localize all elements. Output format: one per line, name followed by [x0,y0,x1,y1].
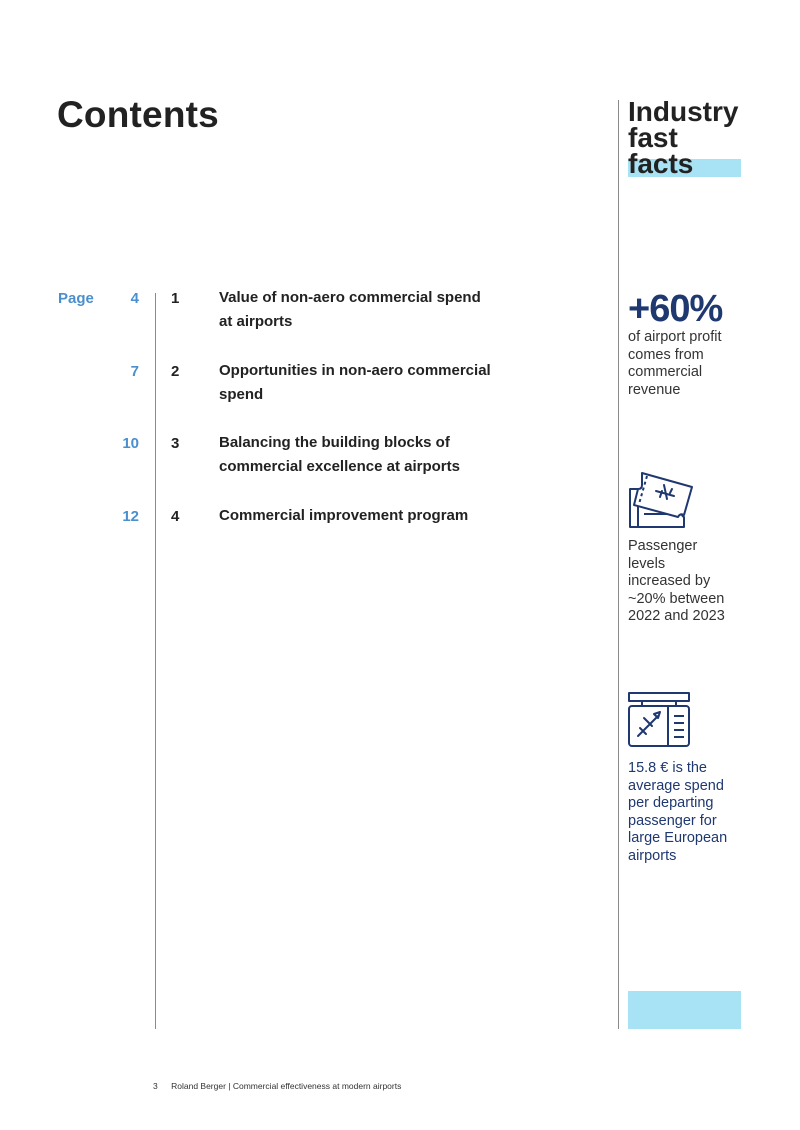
sidebar-divider [618,100,619,1029]
sidebar-title-line: Industry [628,96,739,127]
toc-title-line: commercial excellence at airports [219,458,460,475]
fact-line: revenue [628,381,681,398]
fact-line: 15.8 € is the [628,760,707,776]
toc-section-title[interactable] [219,504,519,528]
profit-stat: +60% [628,288,723,330]
fact-line: airports [628,847,677,864]
boarding-pass-icon [628,467,694,531]
toc-title-line: at airports [219,313,293,330]
fact-line: levels [628,555,666,572]
toc-divider [155,293,156,1029]
toc-page-number[interactable]: 12 [122,508,139,525]
page-column-label: Page [58,290,94,307]
toc-section-number: 1 [171,290,180,307]
passenger-fact-text [628,538,748,626]
toc-title-line: Value of non-aero commercial spend [219,289,481,306]
sidebar-title-line: facts [628,148,694,179]
departure-board-icon [628,692,692,748]
toc-section-title[interactable] [219,286,519,334]
sidebar-bottom-bar [628,991,741,1029]
footer [153,1081,401,1091]
footer-page-number: 3 [153,1081,158,1091]
toc-title-line: Commercial improvement program [219,507,469,524]
toc-section-number: 2 [171,363,180,380]
fact-line: Passenger [628,538,698,554]
fact-line: large European [628,830,728,847]
fact-line: 2022 and 2023 [628,608,725,625]
page-title: Contents [57,94,219,135]
toc-section-title[interactable] [219,359,519,407]
fact-line: of airport profit [628,329,722,345]
toc-page-number[interactable]: 10 [122,435,139,452]
toc-page-number[interactable]: 4 [130,290,139,307]
fact-line: per departing [628,795,714,812]
sidebar-title-line: fast [628,122,678,153]
fact-line: average spend [628,777,724,794]
toc-section-title[interactable] [219,431,519,479]
toc-title-line: Balancing the building blocks of [219,434,450,451]
toc-title-line: spend [219,386,264,403]
toc-title-line: Opportunities in non-aero commercial [219,362,491,379]
spend-fact-text [628,760,748,866]
footer-text: Roland Berger | Commercial effectiveness at modern airports [171,1081,402,1091]
fact-line: increased by [628,573,711,590]
profit-fact-text [628,329,748,399]
fact-line: ~20% between [628,590,725,607]
toc-section-number: 3 [171,435,180,452]
fact-line: passenger for [628,812,717,829]
fact-line: comes from [628,346,704,363]
sidebar-title [628,96,788,179]
fact-line: commercial [628,364,703,381]
toc-page-number[interactable]: 7 [130,363,139,380]
toc-section-number: 4 [171,508,180,525]
